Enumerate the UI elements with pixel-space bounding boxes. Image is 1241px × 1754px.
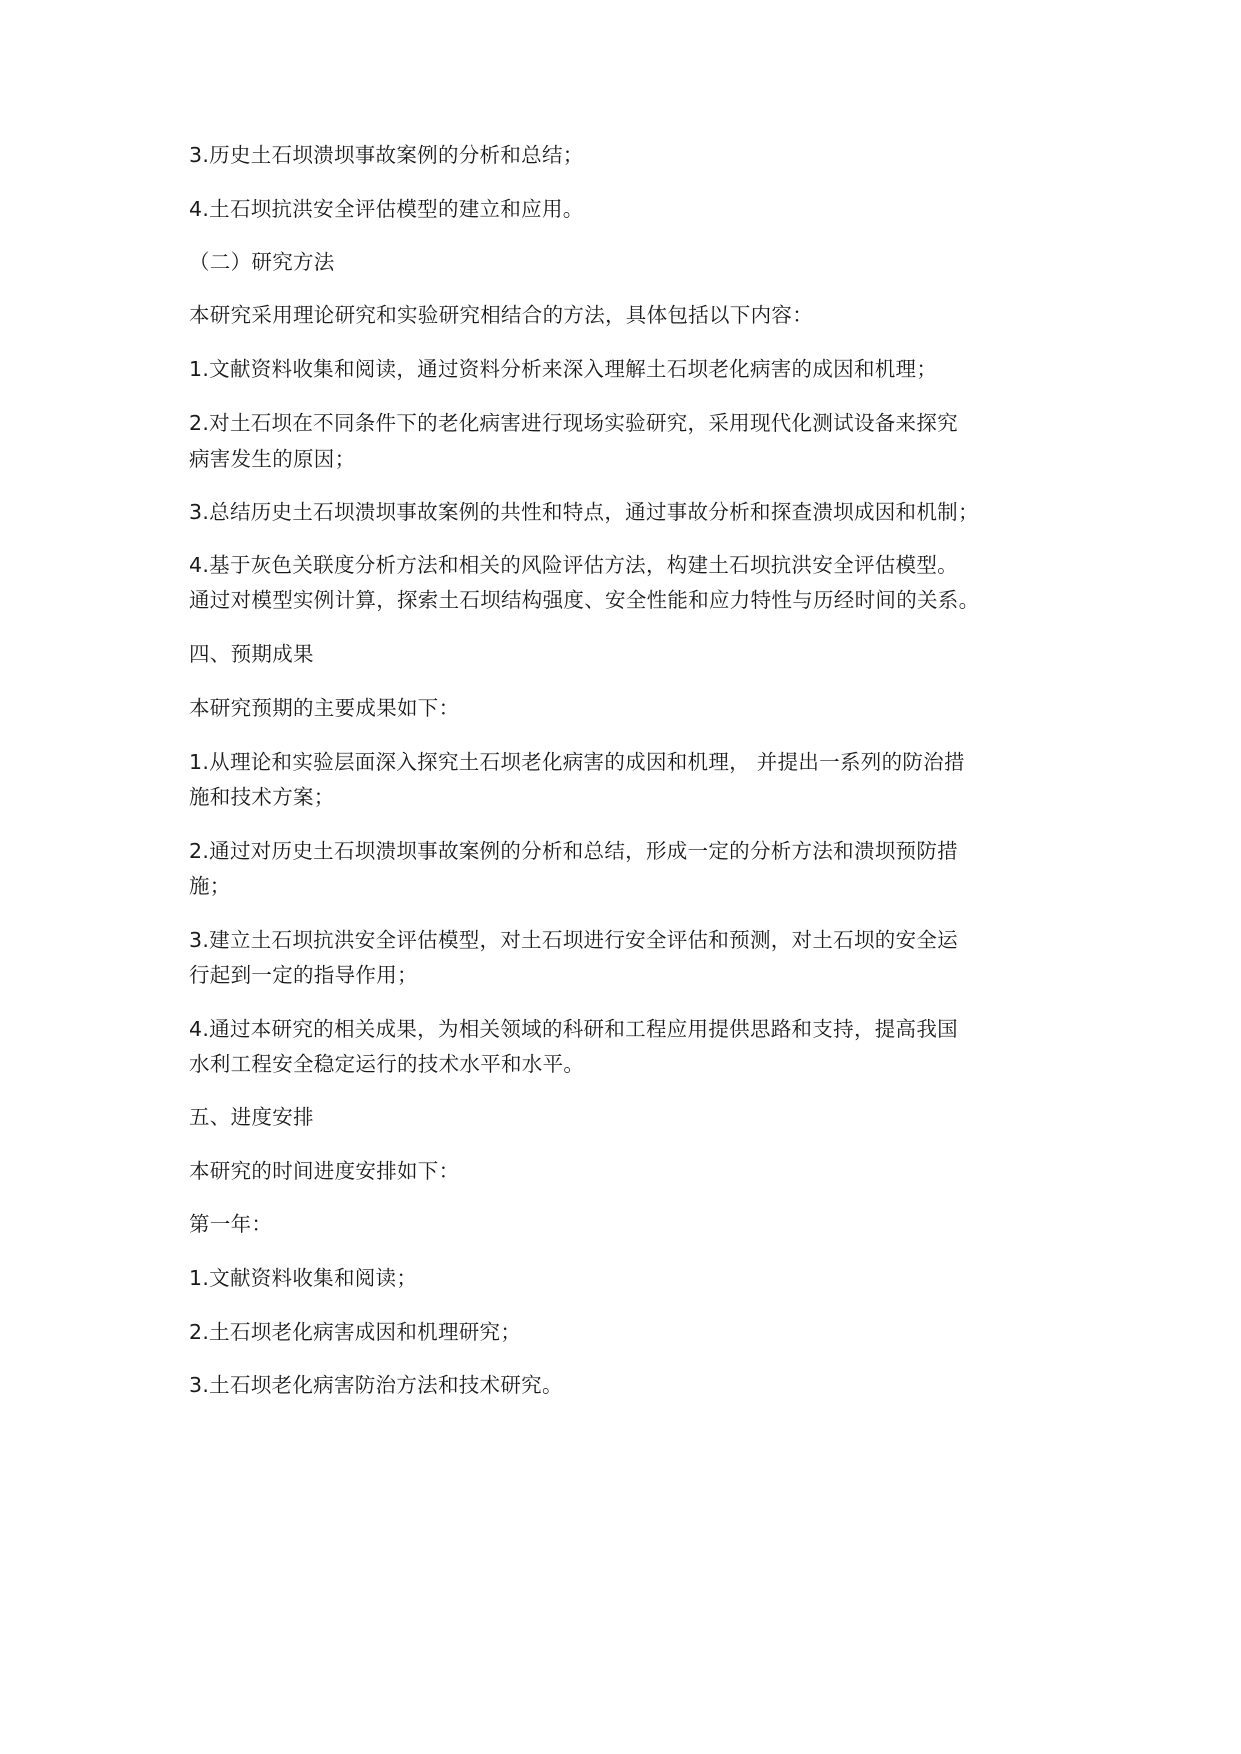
paragraph-line: 3.土石坝老化病害防治方法和技术研究。 (189, 1373, 563, 1397)
section-heading: 四、预期成果 (189, 642, 314, 666)
paragraph-line: 施和技术方案； (189, 785, 335, 809)
paragraph-line: 1.文献资料收集和阅读，通过资料分析来深入理解土石坝老化病害的成因和机理； (189, 357, 938, 381)
section-heading: 五、进度安排 (189, 1105, 314, 1129)
paragraph-line: 3.总结历史土石坝溃坝事故案例的共性和特点，通过事故分析和探查溃坝成因和机制； (189, 500, 979, 524)
paragraph-line: 病害发生的原因； (189, 447, 356, 471)
paragraph-line: 第一年： (189, 1212, 273, 1236)
paragraph-line: 4.土石坝抗洪安全评估模型的建立和应用。 (189, 197, 584, 221)
paragraph-line: 2.对土石坝在不同条件下的老化病害进行现场实验研究，采用现代化测试设备来探究 (189, 411, 958, 435)
paragraph-line: 1.从理论和实验层面深入探究土石坝老化病害的成因和机理， 并提出一系列的防治措 (189, 750, 965, 774)
paragraph-line: 施； (189, 874, 231, 898)
paragraph-line: 3.建立土石坝抗洪安全评估模型，对土石坝进行安全评估和预测，对土石坝的安全运 (189, 928, 958, 952)
paragraph-line: 4.通过本研究的相关成果，为相关领域的科研和工程应用提供思路和支持，提高我国 (189, 1017, 958, 1041)
paragraph-line: 2.通过对历史土石坝溃坝事故案例的分析和总结，形成一定的分析方法和溃坝预防措 (189, 839, 958, 863)
paragraph-line: 本研究的时间进度安排如下： (189, 1159, 460, 1183)
paragraph-line: 行起到一定的指导作用； (189, 963, 418, 987)
paragraph-line: 本研究预期的主要成果如下： (189, 696, 460, 720)
section-heading: （二）研究方法 (189, 250, 335, 274)
paragraph-line: 本研究采用理论研究和实验研究相结合的方法，具体包括以下内容： (189, 303, 813, 327)
paragraph-line: 2.土石坝老化病害成因和机理研究； (189, 1320, 522, 1344)
paragraph-line: 4.基于灰色关联度分析方法和相关的风险评估方法，构建土石坝抗洪安全评估模型。 (189, 553, 958, 577)
paragraph-line: 1.文献资料收集和阅读； (189, 1266, 418, 1290)
paragraph-line: 水利工程安全稳定运行的技术水平和水平。 (189, 1052, 585, 1076)
paragraph-line: 3.历史土石坝溃坝事故案例的分析和总结； (189, 143, 584, 167)
paragraph-line: 通过对模型实例计算，探索土石坝结构强度、安全性能和应力特性与历经时间的关系。 (189, 588, 980, 612)
